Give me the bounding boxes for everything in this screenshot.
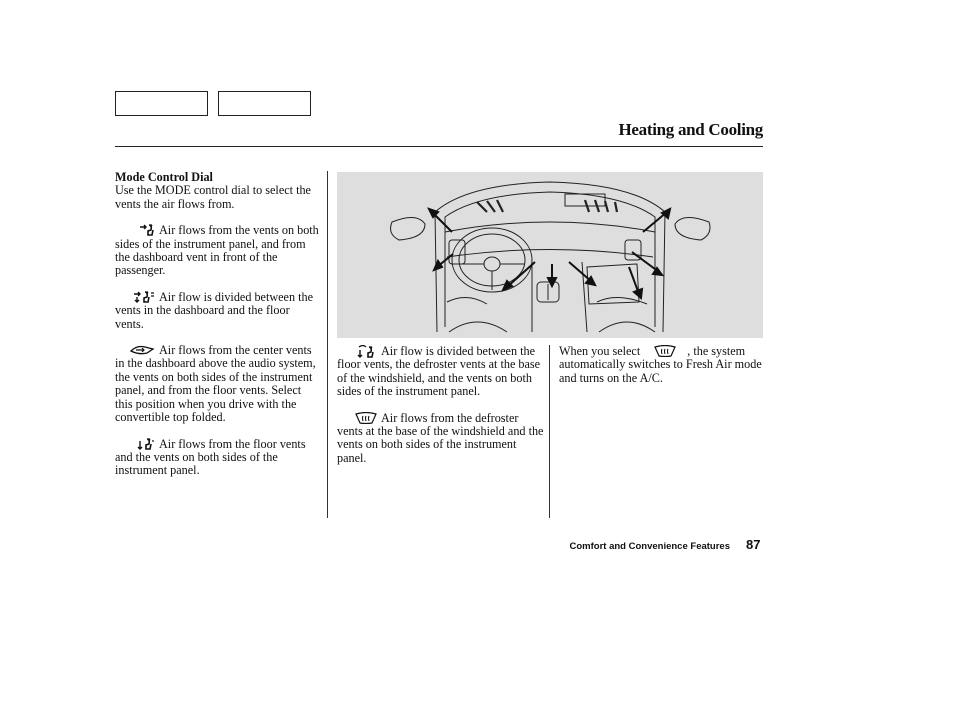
defrost-icon — [643, 345, 687, 357]
section-heading: Mode Control Dial — [115, 170, 213, 184]
dashboard-vent-diagram — [337, 172, 763, 338]
page-number: 87 — [746, 537, 761, 552]
mode-floor-defrost-paragraph: Air flow is divided between the floor vents, the defroster vents at the base of the windshield, and the vents on both sides of the instrument panel. — [337, 344, 541, 399]
mode-defrost-paragraph: Air flows from the defroster vents at the base of the windshield and the vents on both sides of the instrument panel. — [337, 410, 544, 465]
dash-vent-icon — [115, 224, 159, 236]
mode-center-paragraph: Air flows from the center vents in the dashboard above the audio system, the vents on both sides of the instrument panel, and from the floor vents. Select this position when you drive with the convertible top folded. — [115, 343, 316, 425]
mode-dash-paragraph: Air flows from the vents on both sides of the instrument panel, and from the dashboard vent in front of the passenger. — [115, 223, 319, 278]
column-right — [559, 345, 764, 398]
mode-bilevel-paragraph: Air flow is divided between the vents in the dashboard and the floor vents. — [115, 289, 313, 331]
floor-vent-icon — [115, 438, 159, 450]
page-title: Heating and Cooling — [618, 120, 763, 139]
nav-button-index[interactable] — [218, 91, 311, 116]
center-vent-icon — [115, 344, 159, 356]
column-left — [115, 171, 320, 491]
column-divider — [549, 345, 550, 518]
mode-floor-paragraph: Air flows from the floor vents and the vents on both sides of the instrument panel. — [115, 436, 306, 478]
column-divider — [327, 171, 328, 518]
bilevel-vent-icon — [115, 291, 159, 303]
floor-defrost-icon — [337, 345, 381, 357]
dashboard-illustration — [337, 172, 763, 338]
fresh-air-note: When you select , the system automatically switches to Fresh Air mode and turns on the A/C. — [559, 344, 762, 385]
footer-section: Comfort and Convenience Features — [569, 541, 730, 552]
header-rule — [115, 146, 763, 147]
defrost-icon — [337, 412, 381, 424]
nav-button-contents[interactable] — [115, 91, 208, 116]
intro-text: Use the MODE control dial to select the vents the air flows from. — [115, 183, 311, 211]
column-middle — [337, 345, 544, 478]
